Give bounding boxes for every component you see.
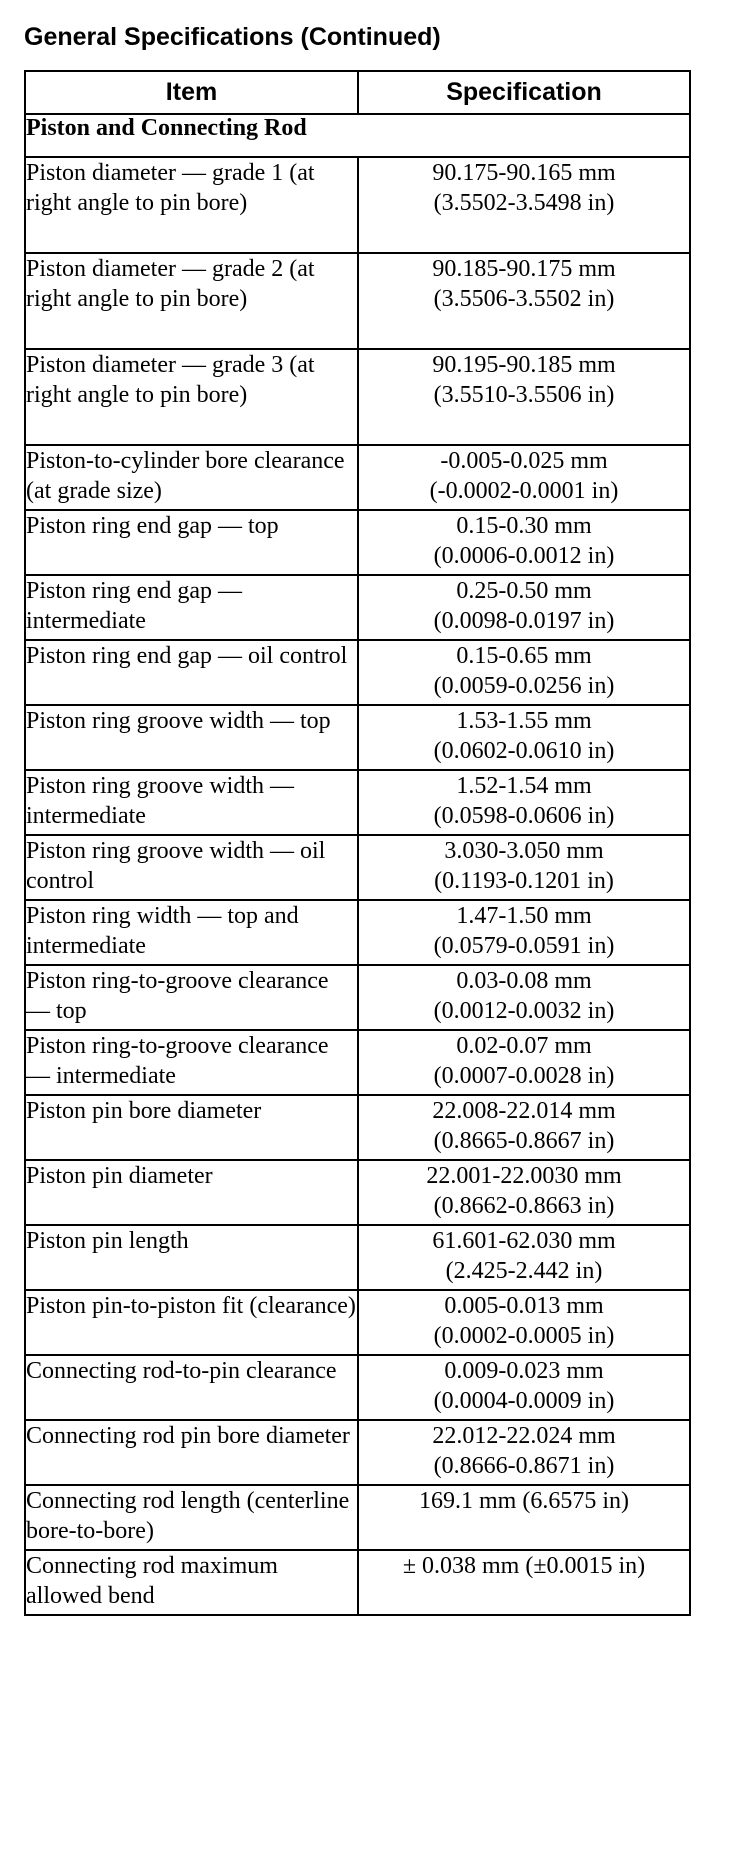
item-cell: Connecting rod length (centerline bore-to-bore) [25, 1485, 358, 1550]
spec-imperial: (0.8662-0.8663 in) [433, 1193, 615, 1219]
spec-metric: 90.185-90.175 mm [432, 256, 616, 282]
spec-cell [358, 1420, 690, 1485]
spec-cell [358, 640, 690, 705]
spec-metric: 22.001-22.0030 mm [426, 1163, 622, 1189]
table-row [25, 1290, 690, 1355]
table-row [25, 1485, 690, 1550]
spec-cell [358, 965, 690, 1030]
spec-cell [358, 1160, 690, 1225]
spec-metric: 3.030-3.050 mm [444, 838, 604, 864]
spec-metric: 0.02-0.07 mm [456, 1033, 592, 1059]
spec-imperial: (0.0598-0.0606 in) [433, 803, 615, 829]
spec-imperial: (0.0602-0.0610 in) [433, 738, 615, 764]
table-row [25, 253, 690, 349]
table-row [25, 1095, 690, 1160]
table-row [25, 510, 690, 575]
spec-imperial: (0.0579-0.0591 in) [433, 933, 615, 959]
spec-cell [358, 253, 690, 349]
table-row [25, 1550, 690, 1615]
table-row [25, 575, 690, 640]
spec-cell [358, 445, 690, 510]
spec-imperial: (0.1193-0.1201 in) [434, 868, 614, 894]
item-cell: Piston ring groove width — oil control [25, 835, 358, 900]
item-cell: Piston pin length [25, 1225, 358, 1290]
spec-imperial: (3.5510-3.5506 in) [433, 382, 615, 408]
spec-imperial: (3.5506-3.5502 in) [433, 286, 615, 312]
section-row [25, 114, 690, 157]
item-cell: Piston diameter — grade 1 (at right angle to pin bore) [25, 157, 358, 253]
section-title: Piston and Connecting Rod [25, 114, 690, 157]
spec-cell [358, 1290, 690, 1355]
specification-column-header: Specification [358, 71, 690, 114]
spec-imperial: (0.0059-0.0256 in) [433, 673, 615, 699]
item-cell: Piston-to-cylinder bore clearance (at grade size) [25, 445, 358, 510]
spec-metric: 90.175-90.165 mm [432, 160, 616, 186]
table-row [25, 965, 690, 1030]
spec-cell [358, 1030, 690, 1095]
table-row [25, 349, 690, 445]
spec-imperial: (0.0002-0.0005 in) [433, 1323, 615, 1349]
table-row [25, 770, 690, 835]
spec-metric: 61.601-62.030 mm [432, 1228, 616, 1254]
item-cell: Connecting rod maximum allowed bend [25, 1550, 358, 1615]
spec-metric: 0.25-0.50 mm [456, 578, 592, 604]
page-title: General Specifications (Continued) [24, 23, 441, 51]
spec-cell [358, 1225, 690, 1290]
spec-metric: 0.009-0.023 mm [444, 1358, 604, 1384]
spec-cell [358, 575, 690, 640]
table-row [25, 640, 690, 705]
spec-cell [358, 1485, 690, 1550]
spec-imperial: (-0.0002-0.0001 in) [429, 478, 619, 504]
item-cell: Piston ring-to-groove clearance — intermediate [25, 1030, 358, 1095]
spec-cell [358, 835, 690, 900]
table-row [25, 1030, 690, 1095]
table-row [25, 1355, 690, 1420]
spec-metric: 0.15-0.30 mm [456, 513, 592, 539]
spec-imperial: (0.8665-0.8667 in) [433, 1128, 615, 1154]
spec-cell [358, 1095, 690, 1160]
item-cell: Connecting rod pin bore diameter [25, 1420, 358, 1485]
spec-metric: ± 0.038 mm (±0.0015 in) [402, 1553, 646, 1579]
table-row [25, 157, 690, 253]
spec-imperial: (0.0098-0.0197 in) [433, 608, 615, 634]
spec-imperial: (3.5502-3.5498 in) [433, 190, 615, 216]
spec-metric: 1.53-1.55 mm [456, 708, 592, 734]
spec-imperial: (0.0006-0.0012 in) [433, 543, 615, 569]
spec-imperial: (0.0007-0.0028 in) [433, 1063, 615, 1089]
item-cell: Piston diameter — grade 2 (at right angle to pin bore) [25, 253, 358, 349]
spec-cell [358, 1355, 690, 1420]
item-cell: Piston pin-to-piston fit (clearance) [25, 1290, 358, 1355]
spec-metric: -0.005-0.025 mm [440, 448, 608, 474]
spec-cell [358, 1550, 690, 1615]
item-cell: Piston diameter — grade 3 (at right angle to pin bore) [25, 349, 358, 445]
table-row [25, 1225, 690, 1290]
spec-cell [358, 349, 690, 445]
spec-metric: 1.47-1.50 mm [456, 903, 592, 929]
table-row [25, 445, 690, 510]
spec-metric: 0.03-0.08 mm [456, 968, 592, 994]
spec-imperial: (0.0012-0.0032 in) [433, 998, 615, 1024]
item-cell: Piston ring width — top and intermediate [25, 900, 358, 965]
spec-metric: 1.52-1.54 mm [456, 773, 592, 799]
table-row [25, 1420, 690, 1485]
item-column-header: Item [25, 71, 358, 114]
item-cell: Piston ring end gap — intermediate [25, 575, 358, 640]
table-row [25, 705, 690, 770]
spec-cell [358, 900, 690, 965]
spec-metric: 0.15-0.65 mm [456, 643, 592, 669]
table-row [25, 835, 690, 900]
spec-imperial: (2.425-2.442 in) [445, 1258, 603, 1284]
spec-metric: 0.005-0.013 mm [444, 1293, 604, 1319]
item-cell: Piston ring-to-groove clearance — top [25, 965, 358, 1030]
spec-imperial: (0.8666-0.8671 in) [433, 1453, 615, 1479]
spec-metric: 22.008-22.014 mm [432, 1098, 616, 1124]
spec-imperial: (0.0004-0.0009 in) [433, 1388, 615, 1414]
table-header-row [25, 71, 690, 114]
item-cell: Piston ring groove width — top [25, 705, 358, 770]
spec-cell [358, 705, 690, 770]
spec-metric: 169.1 mm (6.6575 in) [419, 1488, 629, 1514]
spec-metric: 22.012-22.024 mm [432, 1423, 616, 1449]
item-cell: Piston pin diameter [25, 1160, 358, 1225]
item-cell: Connecting rod-to-pin clearance [25, 1355, 358, 1420]
spec-metric: 90.195-90.185 mm [432, 352, 616, 378]
table-row [25, 900, 690, 965]
specifications-table [24, 70, 691, 1616]
spec-cell [358, 157, 690, 253]
spec-cell [358, 770, 690, 835]
item-cell: Piston pin bore diameter [25, 1095, 358, 1160]
item-cell: Piston ring groove width — intermediate [25, 770, 358, 835]
item-cell: Piston ring end gap — oil control [25, 640, 358, 705]
table-row [25, 1160, 690, 1225]
item-cell: Piston ring end gap — top [25, 510, 358, 575]
spec-cell [358, 510, 690, 575]
